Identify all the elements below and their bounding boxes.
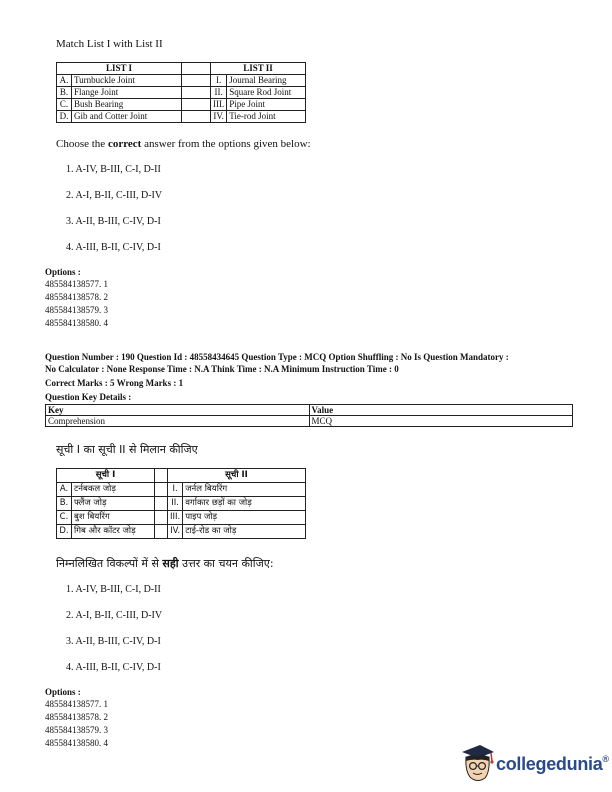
q2-list1-header: सूची I [57,469,155,483]
meta-line: Question Number : 190 Question Id : 48558434645 Question Type : MCQ Option Shuffling : No Is Question Mandatory : [45,352,509,362]
option-id: 485584138577. 1 [45,279,108,289]
q1-list1-header: LIST I [57,63,182,75]
q1-choice-4: 4. A-III, B-II, C-IV, D-I [66,242,161,253]
row-label: IV. [168,525,183,539]
row-label: A. [57,483,72,497]
meta-line: Question Key Details : [45,392,132,402]
list1-item: बुश बियरिंग [72,511,155,525]
table-row [57,87,306,99]
q2-choice-2: 2. A-I, B-II, C-III, D-IV [66,610,163,621]
q1-options-label: Options : [45,267,81,277]
row-label: B. [57,497,72,511]
q1-choose-instruction: Choose the correct answer from the options given below: [56,138,311,150]
value-header: Value [309,405,573,416]
list1-item: टर्नबकल जोड़ [72,483,155,497]
option-id: 485584138580. 4 [45,318,108,328]
row-label: IV. [211,111,227,123]
row-label: I. [168,483,183,497]
q1-option-ids [45,278,108,330]
option-id: 485584138578. 2 [45,292,108,302]
key-header: Key [46,405,310,416]
q2-choice-4: 4. A-III, B-II, C-IV, D-I [66,662,161,673]
q1-list2-header: LIST II [211,63,306,75]
list2-item: Pipe Joint [227,99,306,111]
collegedunia-logo [458,742,608,786]
option-id: 485584138579. 3 [45,305,108,315]
list1-item: Bush Bearing [72,99,182,111]
list2-item: Tie-rod Joint [227,111,306,123]
list2-item: टाई-रोड का जोड़ [183,525,306,539]
q2-instruction: सूची I का सूची II से मिलान कीजिए [56,443,198,456]
q1-choice-2: 2. A-I, B-II, C-III, D-IV [66,190,163,201]
option-id: 485584138578. 2 [45,712,108,722]
row-label: III. [211,99,227,111]
row-label: II. [211,87,227,99]
row-label: III. [168,511,183,525]
row-label: C. [57,511,72,525]
student-mascot-icon [458,742,496,786]
table-row [57,511,306,525]
row-label: A. [57,75,72,87]
table-row [57,99,306,111]
list1-item: फ्लैंज जोड़ [72,497,155,511]
row-label: D. [57,111,72,123]
key-cell: Comprehension [46,416,310,427]
q2-option-ids [45,698,108,750]
list1-item: Flange Joint [72,87,182,99]
list2-item: Square Rod Joint [227,87,306,99]
q2-choice-1: 1. A-IV, B-III, C-I, D-II [66,584,161,595]
table-row [57,525,306,539]
q2-match-table [56,468,306,539]
list2-item: Journal Bearing [227,75,306,87]
meta-line: No Calculator : None Response Time : N.A Think Time : N.A Minimum Instruction Time : 0 [45,364,399,374]
q2-list2-header: सूची II [168,469,306,483]
list1-item: Turnbuckle Joint [72,75,182,87]
q1-match-table [56,62,306,123]
option-id: 485584138577. 1 [45,699,108,709]
list2-item: पाइप जोड़ [183,511,306,525]
option-id: 485584138580. 4 [45,738,108,748]
list2-item: जर्नल बियरिंग [183,483,306,497]
list2-item: वर्गाकार छड़ों का जोड़ [183,497,306,511]
question-meta [45,351,605,403]
q1-choice-1: 1. A-IV, B-III, C-I, D-II [66,164,161,175]
table-row [57,75,306,87]
table-row [57,483,306,497]
question-key-table [45,404,573,427]
row-label: II. [168,497,183,511]
q2-choice-3: 3. A-II, B-III, C-IV, D-I [66,636,161,647]
table-row [57,111,306,123]
q1-instruction: Match List I with List II [56,38,163,50]
option-id: 485584138579. 3 [45,725,108,735]
q2-choose-instruction: निम्नलिखित विकल्पों में से सही उत्तर का चयन कीजिए: [56,557,274,570]
registered-mark: ® [602,754,609,764]
row-label: C. [57,99,72,111]
table-row [57,497,306,511]
meta-line: Correct Marks : 5 Wrong Marks : 1 [45,378,184,388]
list1-item: गिब और कॉटर जोड़ [72,525,155,539]
brand-name: collegedunia® [496,754,609,774]
row-label: B. [57,87,72,99]
list1-item: Gib and Cotter Joint [72,111,182,123]
q1-choice-3: 3. A-II, B-III, C-IV, D-I [66,216,161,227]
row-label: I. [211,75,227,87]
q2-options-label: Options : [45,687,81,697]
value-cell: MCQ [309,416,573,427]
row-label: D. [57,525,72,539]
